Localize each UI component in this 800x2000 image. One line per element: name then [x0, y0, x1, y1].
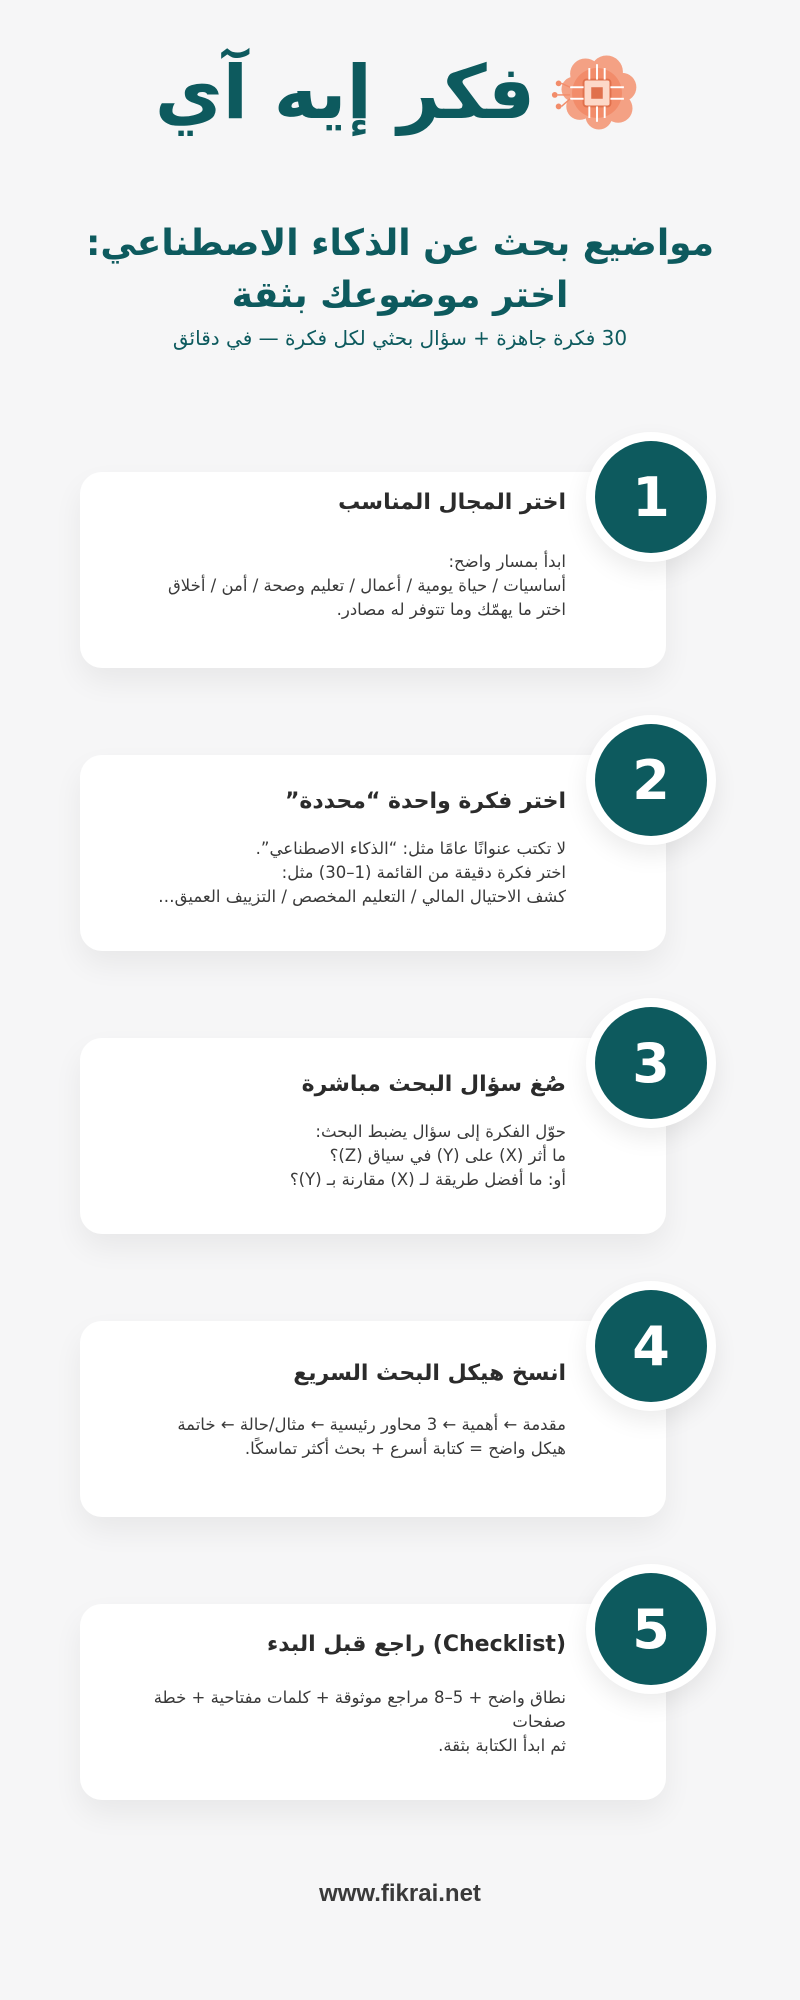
step-title: صُغ سؤال البحث مباشرة	[301, 1072, 566, 1097]
step-line: ما أثر (X) على (Y) في سياق (Z)؟	[329, 1146, 566, 1165]
step-number: 3	[595, 1007, 707, 1119]
step-description	[106, 1413, 566, 1461]
step-description	[106, 550, 566, 622]
logo	[0, 38, 800, 148]
step-line: هيكل واضح = كتابة أسرع + بحث أكثر تماسكًا.	[244, 1439, 566, 1458]
step-card-2	[0, 715, 800, 935]
step-number-badge	[586, 432, 716, 562]
step-card-1	[0, 432, 800, 652]
step-card-body	[80, 1321, 666, 1517]
step-number: 2	[595, 724, 707, 836]
step-number: 5	[595, 1573, 707, 1685]
step-card-4	[0, 1281, 800, 1501]
step-number-badge	[586, 715, 716, 845]
step-description	[106, 1686, 566, 1758]
step-line: ثم ابدأ الكتابة بثقة.	[438, 1736, 566, 1755]
step-number: 4	[595, 1290, 707, 1402]
step-line: لا تكتب عنوانًا عامًا مثل: “الذكاء الاصطناعي”.	[255, 839, 566, 858]
step-line: اختر فكرة دقيقة من القائمة (1–30) مثل:	[281, 863, 566, 882]
step-number: 1	[595, 441, 707, 553]
step-description	[106, 1120, 566, 1192]
step-card-body	[80, 755, 666, 951]
step-line: نطاق واضح + 5–8 مراجع موثوقة + كلمات مفتاحية + خطة صفحات	[153, 1688, 566, 1731]
step-card-body	[80, 472, 666, 668]
step-card-5	[0, 1564, 800, 1784]
page-subtitle: 30 فكرة جاهزة + سؤال بحثي لكل فكرة — في دقائق	[172, 326, 628, 350]
step-card-body	[80, 1604, 666, 1800]
step-line: اختر ما يهمّك وما تتوفر له مصادر.	[336, 600, 566, 619]
step-title: اختر فكرة واحدة “محددة”	[284, 789, 566, 814]
step-number-badge	[586, 998, 716, 1128]
step-line: أساسيات / حياة يومية / أعمال / تعليم وصحة / أمن / أخلاق	[167, 576, 566, 595]
page-title: مواضيع بحث عن الذكاء الاصطناعي: اختر موضوعك بثقة	[85, 223, 715, 316]
step-card-3	[0, 998, 800, 1218]
step-description	[106, 837, 566, 909]
step-title: انسخ هيكل البحث السريع	[293, 1361, 566, 1386]
step-card-body	[80, 1038, 666, 1234]
step-number-badge	[586, 1564, 716, 1694]
step-title: (Checklist) راجع قبل البدء	[266, 1632, 566, 1657]
step-line: أو: ما أفضل طريقة لـ (X) مقارنة بـ (Y)؟	[289, 1170, 566, 1189]
step-number-badge	[586, 1281, 716, 1411]
step-title: اختر المجال المناسب	[338, 490, 566, 515]
website-link[interactable]: www.fikrai.net	[319, 1880, 481, 1907]
step-line: كشف الاحتيال المالي / التعليم المخصص / التزييف العميق…	[158, 887, 566, 906]
brain-chip-icon	[549, 45, 645, 141]
logo-text: فكر إيه آي	[154, 50, 536, 136]
step-line: حوّل الفكرة إلى سؤال يضبط البحث:	[315, 1122, 566, 1141]
step-line: مقدمة ← أهمية ← 3 محاور رئيسية ← مثال/حالة ← خاتمة	[177, 1415, 566, 1434]
step-line: ابدأ بمسار واضح:	[448, 552, 566, 571]
